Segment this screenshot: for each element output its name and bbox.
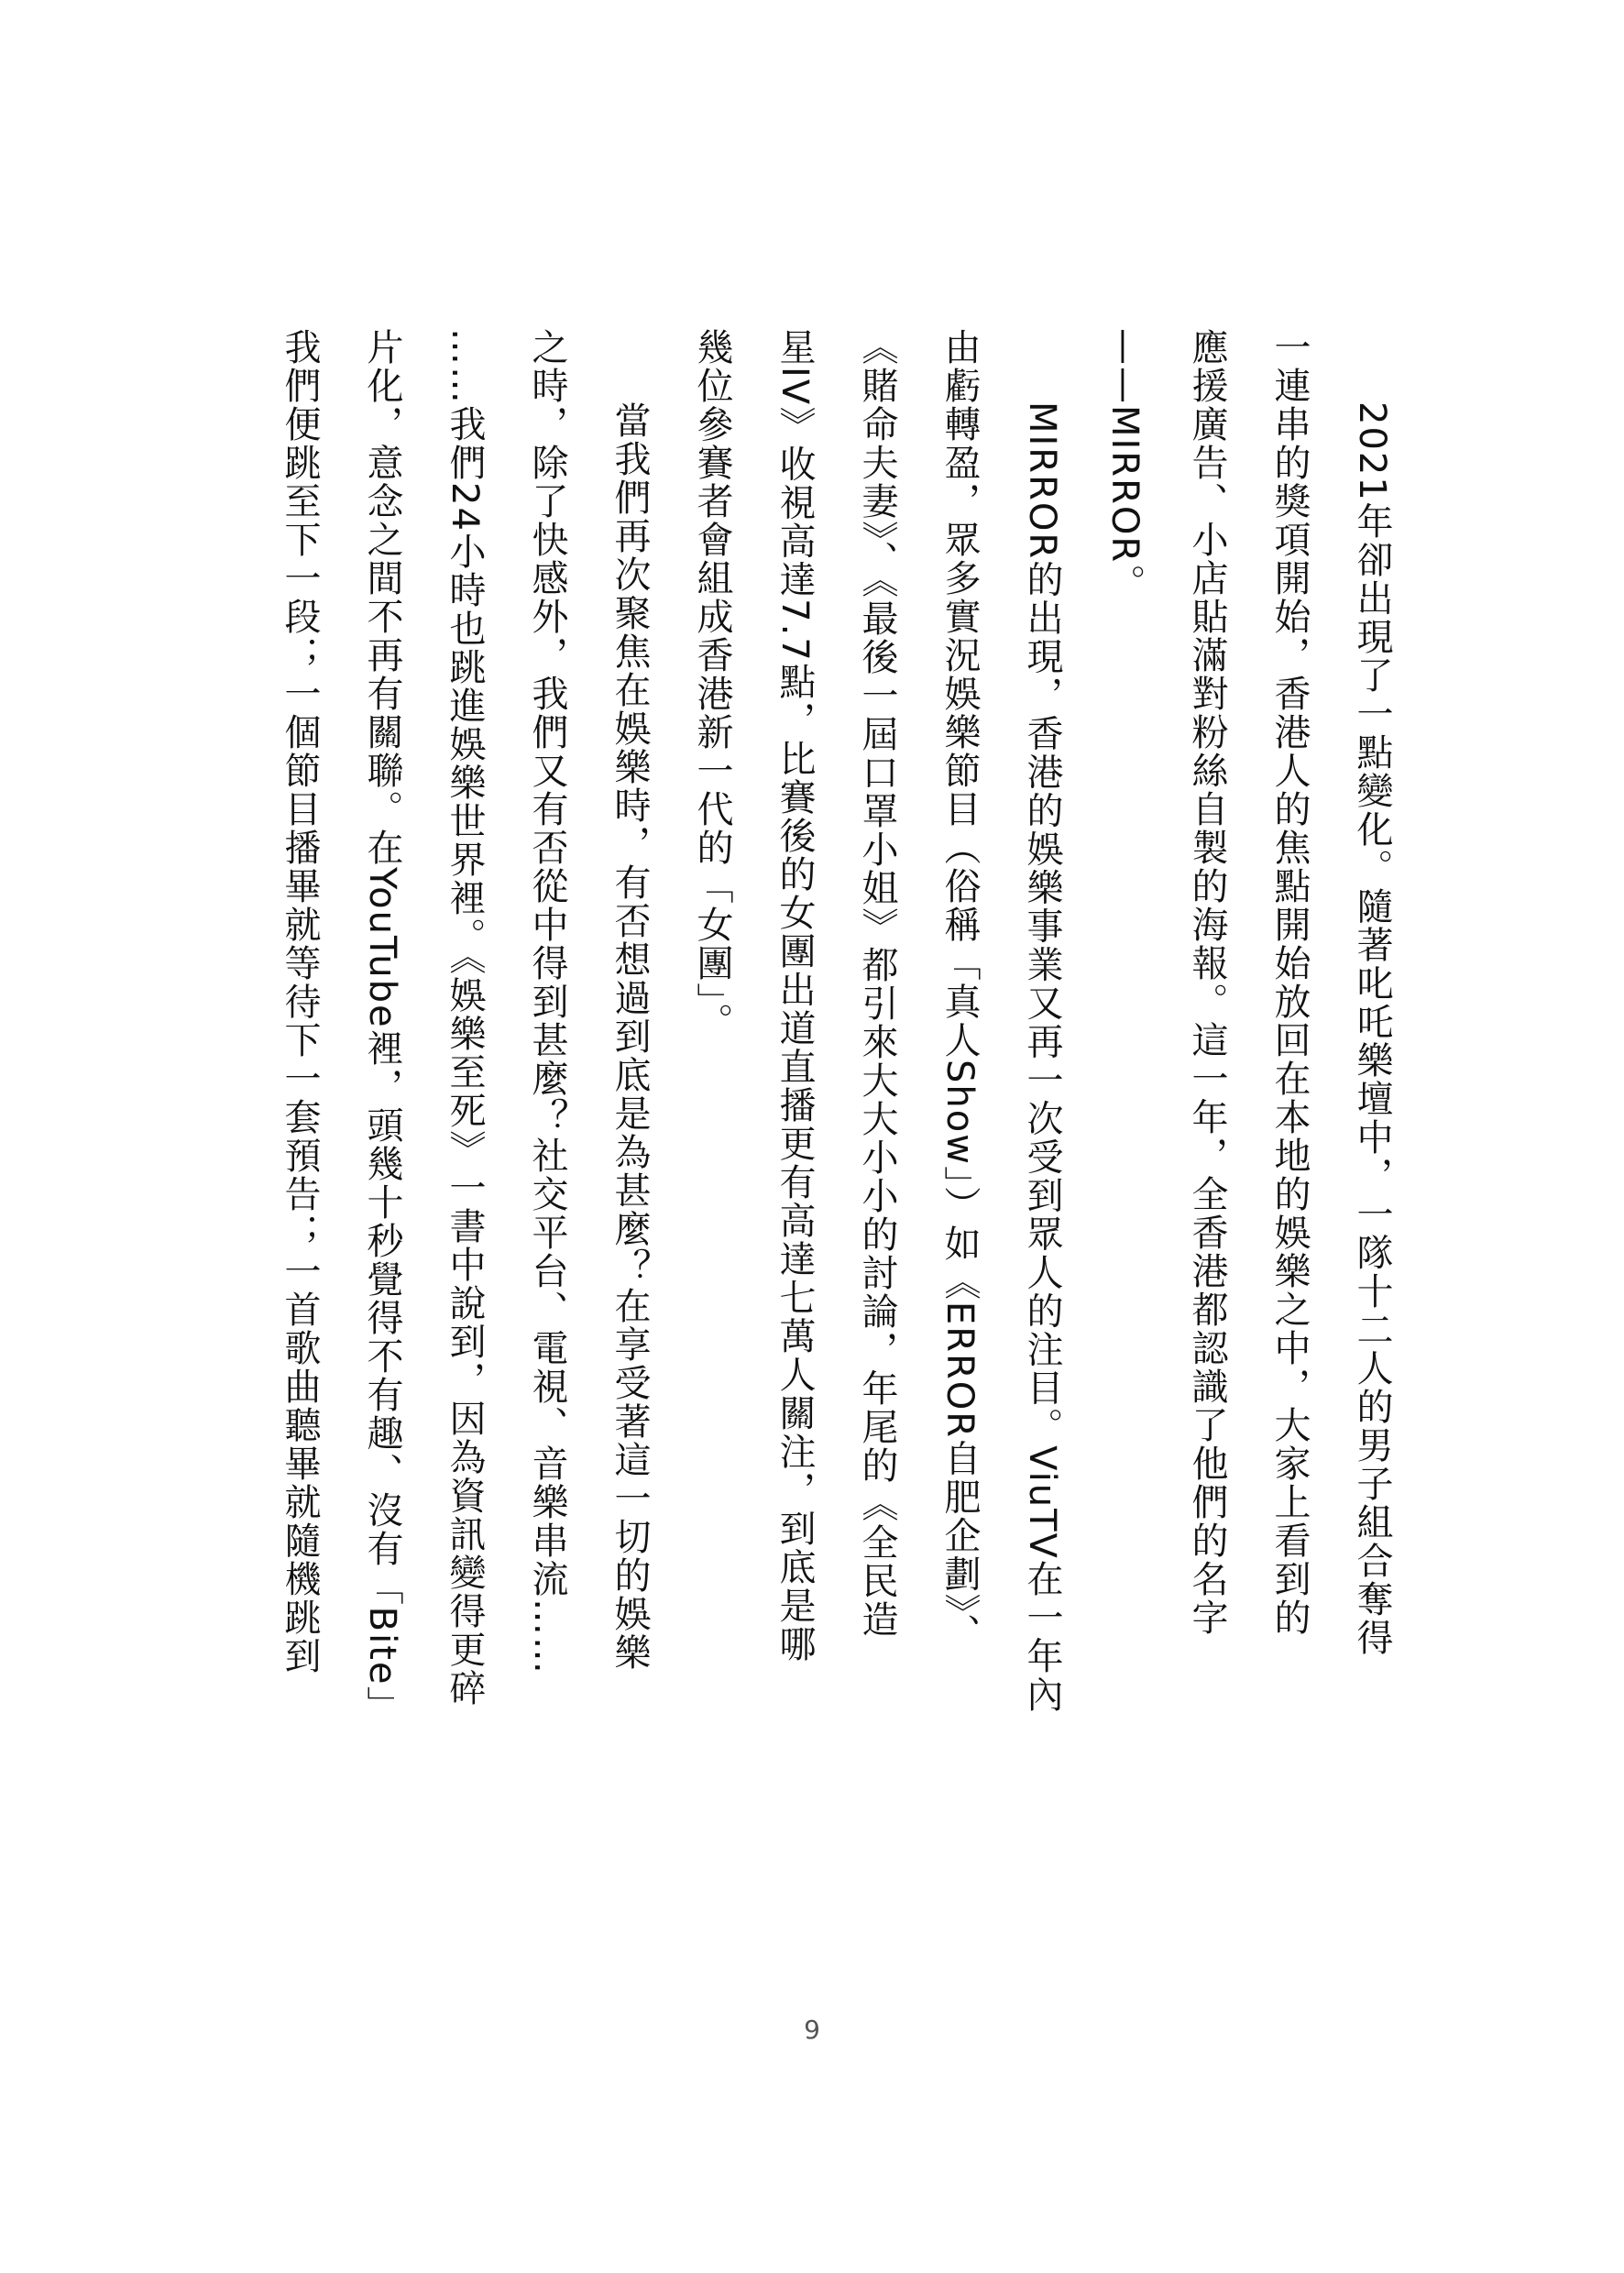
text-line-1: 2021年卻出現了一點變化。隨著叱吒樂壇中，一隊十二人的男子組合奪得 bbox=[1351, 401, 1393, 1657]
vertical-text-block bbox=[121, 328, 1413, 1758]
text-line-10: 當我們再次聚焦在娛樂時，有否想過到底是為甚麼？在享受著這一切的娛樂 bbox=[609, 401, 651, 1672]
text-line-2: 一連串的獎項開始，香港人的焦點開始放回在本地的娛樂之中，大家上看到的 bbox=[1268, 328, 1311, 1637]
text-line-7: 《賭命夫妻》、《最後一屆口罩小姐》都引來大大小小的討論，年尾的《全民造 bbox=[856, 328, 898, 1639]
text-line-12: ……我們24小時也跳進娛樂世界裡。《娛樂至死》一書中說到，因為資訊變得更碎 bbox=[444, 328, 486, 1707]
text-line-3: 應援廣告、小店貼滿對粉絲自製的海報。這一年，全香港都認識了他們的名字 bbox=[1186, 328, 1228, 1637]
text-line-4: ——MIRROR。 bbox=[1103, 328, 1146, 603]
text-line-6: 由虧轉盈，眾多實況娛樂節目（俗稱「真人Show」）如《ERROR自肥企劃》、 bbox=[938, 328, 981, 1653]
text-line-14: 我們便跳至下一段；一個節目播畢就等待下一套預告；一首歌曲聽畢就隨機跳到 bbox=[279, 328, 321, 1675]
text-line-9: 幾位參賽者會組成香港新一代的「女團」。 bbox=[691, 328, 733, 1041]
text-line-8: 星IV》收視高達7.7點，比賽後的女團出道直播更有高達七萬人關注，到底是哪 bbox=[774, 328, 816, 1664]
text-line-11: 之時，除了快感外，我們又有否從中得到甚麼？社交平台、電視、音樂串流…… bbox=[526, 328, 568, 1675]
page-number: 9 bbox=[804, 2015, 820, 2045]
text-line-13: 片化，意念之間不再有關聯。在YouTube裡，頭幾十秒覺得不有趣、沒有「Bite」 bbox=[361, 328, 403, 1725]
text-line-5: MIRROR的出現，香港的娛樂事業又再一次受到眾人的注目。ViuTV在一年內 bbox=[1021, 401, 1063, 1714]
